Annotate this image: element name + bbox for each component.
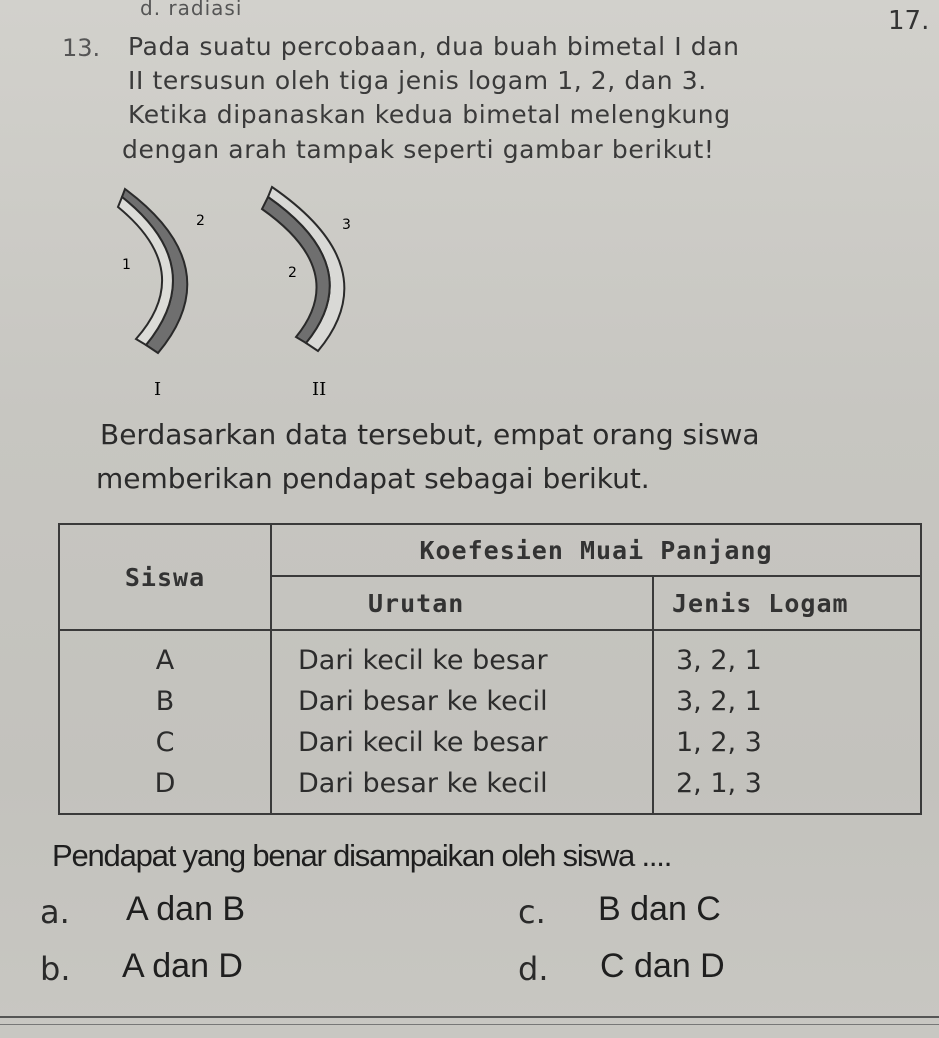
bimetal-I-label-1: 1 [122,257,131,273]
jenis-logam-column [653,630,921,814]
table-row-urutan: Dari besar ke kecil [298,768,548,799]
question-number: 13. [62,34,101,62]
table-row-siswa: D [154,768,176,799]
option-b-text[interactable]: A dan D [122,947,243,985]
table-row-urutan: Dari besar ke kecil [298,686,548,717]
bimetal-II [262,187,344,351]
previous-option-text: d. radiasi [140,0,243,20]
bottom-divider [0,1016,939,1018]
urutan-column [271,630,653,814]
bimetal-I-label-2: 2 [196,213,205,229]
question-line-3: Ketika dipanaskan kedua bimetal melengkung [128,100,731,129]
option-a-text[interactable]: A dan B [126,890,246,928]
header-koefesien: Koefesien Muai Panjang [271,524,921,576]
question-line-1: Pada suatu percobaan, dua buah bimetal I dan [128,32,740,61]
bimetal-figure [100,185,390,415]
option-b-letter: b. [40,950,71,988]
bimetal-II-label-3: 3 [342,217,351,233]
header-jenis-logam: Jenis Logam [653,576,921,630]
intro-line-1: Berdasarkan data tersebut, empat orang siswa [100,418,760,451]
bottom-divider-thin [0,1024,939,1025]
option-d-text[interactable]: C dan D [600,947,725,985]
bimetal-I-name: I [154,379,162,400]
siswa-column [59,630,271,814]
table-row-urutan: Dari kecil ke besar [298,727,548,758]
header-urutan: Urutan [271,576,653,630]
next-question-number: 17. [888,6,930,36]
table-row-siswa: B [155,686,175,717]
option-c-letter: c. [518,893,546,931]
table-row-jenis: 1, 2, 3 [676,727,762,758]
table-row-jenis: 3, 2, 1 [676,645,762,676]
table-row-siswa: C [155,727,175,758]
opinion-table [58,523,922,815]
header-siswa: Siswa [59,524,271,630]
table-row-jenis: 2, 1, 3 [676,768,762,799]
answer-prompt: Pendapat yang benar disampaikan oleh siswa .... [52,838,672,873]
bimetal-II-name: II [312,379,327,400]
bimetal-II-label-2: 2 [288,265,297,281]
question-line-2: II tersusun oleh tiga jenis logam 1, 2, dan 3. [128,66,707,95]
intro-line-2: memberikan pendapat sebagai berikut. [96,462,650,495]
table-row-urutan: Dari kecil ke besar [298,645,548,676]
table-row-siswa: A [155,645,175,676]
option-d-letter: d. [518,950,549,988]
option-a-letter: a. [40,893,70,931]
table-row-jenis: 3, 2, 1 [676,686,762,717]
option-c-text[interactable]: B dan C [598,890,721,928]
question-line-4: dengan arah tampak seperti gambar berikut! [122,135,715,164]
